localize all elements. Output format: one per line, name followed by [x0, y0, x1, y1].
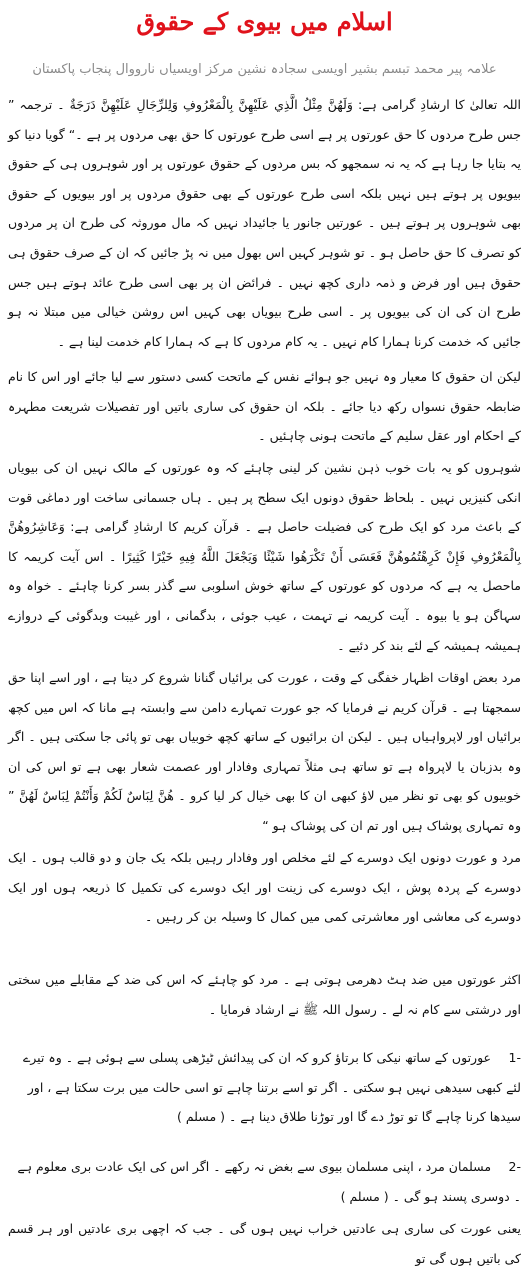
hadith-list-item-1	[8, 1043, 521, 1132]
article-title: اسلام میں بیوی کے حقوق	[136, 7, 393, 36]
paragraph-3: شوہروں کو یہ بات خوب ذہن نشین کر لینی چاہئے کہ وہ عورتوں کے مالک نہیں ان کی بیویاں انکی کنیزیں نہیں ۔ بلحاظ حقوق دونوں ایک سطح پر ہیں ۔ ہاں جسمانی ساخت اور دماغی قوت کے باعث مرد کو ایک طرح کی فضیلت حاصل ہے ۔ قرآن کریم کا ارشادِ گرامی ہے: وَعَاشِرُوهُنَّ بِالْمَعْرُوفِ فَإِنْ كَرِهْتُمُوهُنَّ فَعَسَى أَنْ تَكْرَهُوا شَيْئًا وَيَجْعَلَ اللَّهُ فِيهِ خَيْرًا كَثِيرًا ۔ اس آیت کریمہ کا ماحصل یہ ہے کہ مردوں کو عورتوں کے ساتھ خوش اسلوبی سے گذر بسر کرنا چاہئے ۔ خواہ وہ سہاگن ہو یا بیوہ ۔ آیت کریمہ نے تہمت ، عیب جوئی ، بدگمانی ، اور غیبت وبدگوئی کے دروازے ہمیشہ ہمیشہ کے لئے بند کر دئیے ۔	[8, 460, 521, 653]
paragraph-1: اللہ تعالیٰ کا ارشادِ گرامی ہے: وَلَهُنَّ مِثْلُ الَّذِي عَلَيْهِنَّ بِالْمَعْرُوفِ وَلِلرِّجَالِ عَلَيْهِنَّ دَرَجَةٌ ۔ ترجمہ ” جس طرح مردوں کا حق عورتوں پر ہے اسی طرح عورتوں کا حق بھی مردوں پر ہے ۔“ گویا دنیا کو یہ بتایا جا رہا ہے کہ یہ نہ سمجھو کہ بس مردوں کے حقوق عورتوں پر اور شوہروں ہی کے حقوق بیویوں پر ہوتے ہیں نہیں بلکہ اسی طرح عورتوں کے بھی حقوق مردوں پر اور بیویوں کے حقوق بھی شوہروں پر ہوتے ہیں ۔ عورتیں جانور یا جائیداد نہیں کہ مال موروثہ کی طرح ان پر مردوں کو تصرف کا حق حاصل ہو ۔ تو شوہر کہیں اس بھول میں نہ پڑ جائیں کہ ان کے صرف حقوق ہی حقوق ہیں اور فرض و ذمہ داری کچھ نہیں ۔ فرائض ان پر بھی اسی طرح عائد ہوتے ہیں جس طرح ان کی ان کی بیویوں پر ۔ اسی طرح بیویاں بھی کہیں اس روشن خیالی میں مبتلا نہ ہو جائیں کہ خدمت کرنا ہمارا کام نہیں ۔ یہ کام مردوں کا ہے کہ ہمارا کام خدمت لینا ہے ۔	[8, 97, 521, 349]
list-number: 2-	[508, 1159, 521, 1174]
paragraph-2: لیکن ان حقوق کا معیار وہ نہیں جو ہوائے نفس کے ماتحت کسی دستور سے لیا جائے اور اس کا نام ضابطہ حقوق نسواں رکھ دیا جائے ۔ بلکہ ان حقوق کی ساری باتیں اور تفصیلات شریعت مطہرہ کے احکام اور عقل سلیم کے ماتحت ہونی چاہئیں ۔	[8, 369, 521, 444]
list-item-text: عورتوں کے ساتھ نیکی کا برتاؤ کرو کہ ان کی پیدائش ٹیڑھی پسلی سے ہوئی ہے ۔ وہ تیرے لئے کبھی سیدھی نہیں ہو سکتی ۔ اگر تو اسے برتنا چاہے تو اسی حالت میں برت سکتا ہے ، اور سیدھا کرنا چاہے گا تو توڑ دے گا اور توڑنا طلاق دینا ہے ۔ ( مسلم )	[22, 1050, 521, 1125]
list-number: 1-	[508, 1050, 521, 1065]
paragraph-6: اکثر عورتوں میں ضد ہٹ دھرمی ہوتی ہے ۔ مرد کو چاہئے کہ اس کی ضد کے مقابلے میں سختی اور درشتی سے کام نہ لے ۔ رسول اللہ ﷺ نے ارشاد فرمایا ۔	[8, 972, 521, 1017]
list-item-text: مسلمان مرد ، اپنی مسلمان بیوی سے بغض نہ رکھے ۔ اگر اس کی ایک عادت بری معلوم ہے ۔ دوسری پسند ہو گی ۔ ( مسلم )	[17, 1159, 521, 1204]
closing-paragraph: یعنی عورت کی ساری ہی عادتیں خراب نہیں ہوں گی ۔ جب کہ اچھی بری عادتیں اور ہر قسم کی باتیں ہوں گی تو	[8, 1221, 521, 1266]
paragraph-4: مرد بعض اوقات اظہار خفگی کے وقت ، عورت کی برائیاں گنانا شروع کر دیتا ہے ، اور اسے اپنا حق سمجھتا ہے ۔ قرآن کریم نے فرمایا کہ جو عورت تمہارے دامن سے وابستہ ہے مانا کہ اس میں کچھ برائیاں اور لاپرواہیاں ہیں ۔ لیکن ان برائیوں کے ساتھ کچھ خوبیاں بھی تو پائی جا سکتی ہیں ۔ اگر وہ بدزبان یا لاپرواہ ہے تو ساتھ ہی مثلاً تمہاری وفادار اور عصمت شعار بھی ہے تو اس کی ان خوبیوں کو بھی تو نظر میں لاؤ کبھی ان کا بھی خیال کر لیا کرو ۔ هُنَّ لِبَاسٌ لَكُمْ وَأَنْتُمْ لِبَاسٌ لَهُنَّ ” وہ تمہاری پوشاک ہیں اور تم ان کی پوشاک ہو “	[8, 670, 521, 833]
author-byline: علامہ پیر محمد تبسم بشیر اویسی سجادہ نشین مرکز اویسیاں نارووال پنجاب پاکستان	[32, 62, 497, 77]
hadith-list-item-2	[8, 1152, 521, 1211]
paragraph-5: مرد و عورت دونوں ایک دوسرے کے لئے مخلص اور وفادار رہیں بلکہ یک جان و دو قالب ہوں ۔ ایک دوسرے کے پردہ پوش ، ایک دوسرے کی زینت اور ایک دوسرے کی تکمیل کا ذریعہ ہوں اور ایک دوسرے کی معاشی اور معاشرتی کمی میں کمال کا وسیلہ بن کر رہیں ۔	[8, 850, 521, 925]
